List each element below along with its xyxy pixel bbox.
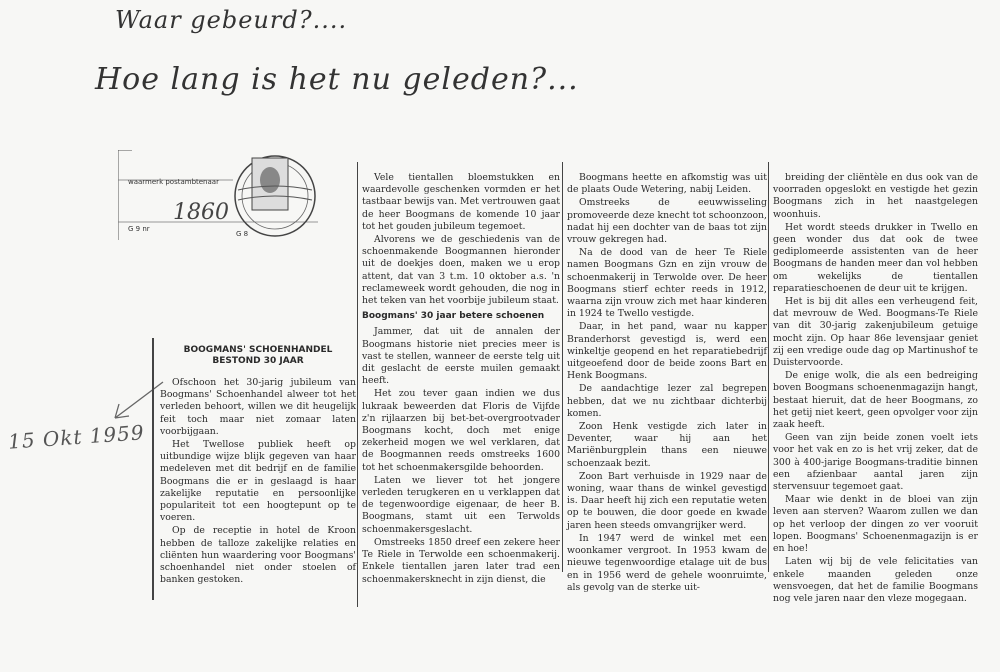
article-column-2 xyxy=(362,172,560,587)
paragraph: De aandachtige lezer zal begrepen hebben, dat we nu zichtbaar dichterbij komen. xyxy=(567,383,767,419)
paragraph: breiding der cliëntèle en dus ook van de voorraden opgeslokt en vestigde het gezin Boogmans zich in het naastgelegen woonhuis. xyxy=(773,172,978,220)
handwritten-date: 15 Okt 1959 xyxy=(7,420,146,454)
paragraph: Na de dood van de heer Te Riele namen Boogmans Gzn en zijn vrouw de schoenmakerij in Terwolde over. De heer Boogmans stierf echter reeds in 1912, waarna zijn vrouw zich met haar kinderen in 1924 te Twello vestigde. xyxy=(567,247,767,320)
handwritten-note-2: Hoe lang is het nu geleden?... xyxy=(95,62,579,97)
paragraph: Zoon Bart verhuisde in 1929 naar de woning, waar thans de winkel gevestigd is. Daar heeft hij zich een reputatie weten op te bouwen, die door goede en kwade jaren heen steeds omvangrijker werd. xyxy=(567,470,767,531)
paragraph: Daar, in het pand, waar nu kapper Branderhorst gevestigd is, werd een winkeltje geopend en het reparatiebedrijf uitgeoefend door de beide zoons Bart en Henk Boogmans. xyxy=(567,321,767,382)
paragraph: Vele tientallen bloemstukken en waardevolle geschenken vormden er het tastbaar bewijs van. Met vertrouwen gaat de heer Boogmans de komende 10 jaar tot het gouden jubileum tegemoet. xyxy=(362,172,560,232)
paragraph: Laten we liever tot het jongere verleden terugkeren en u verklappen dat de tegenwoordige eigenaar, de heer B. Boogmans, stamt uit een Terwolds schoenmakersgeslacht. xyxy=(362,474,560,535)
paragraph: Zoon Henk vestigde zich later in Deventer, waar hij aan het Mariënburgplein thans een nieuwe schoenzaak bezit. xyxy=(567,421,767,469)
paragraph: Het Twellose publiek heeft op uitbundige wijze blijk gegeven van haar medeleven met dit bedrijf en de familie Boogmans die er in geslaagd is haar zakelijke reputatie en persoonlijke populariteit tot een hoogtepunt op te voeren. xyxy=(160,439,356,524)
column-rule xyxy=(562,162,563,572)
postmark-box xyxy=(118,150,348,240)
postage-stamp-icon xyxy=(230,150,320,240)
column-rule xyxy=(357,162,358,607)
article-column-1 xyxy=(160,345,356,587)
column-rule xyxy=(768,162,769,572)
paragraph: Het is bij dit alles een verheugend feit, dat mevrouw de Wed. Boogmans-Te Riele van dit 30-jarig zakenjubileum getuige mocht zijn. Op haar 86e levensjaar geniet zij een vredige oude dag op Martinushof te Duistervoorde. xyxy=(773,296,978,369)
paragraph: In 1947 werd de winkel met een woonkamer vergroot. In 1953 kwam de nieuwe tegenwoordige etalage uit de bus en in 1956 werd de gehele woonruimte, als gevolg van de sterke uit- xyxy=(567,532,767,593)
article-headline: BOOGMANS' SCHOENHANDEL BESTOND 30 JAAR xyxy=(183,345,333,366)
postmark-g9: G 9 nr xyxy=(128,225,150,233)
postmark-g8: G 8 xyxy=(236,230,249,238)
article-column-4 xyxy=(773,172,978,606)
paragraph: Geen van zijn beide zonen voelt iets voor het vak en zo is het vrij zeker, dat de 300 à 400-jarige Boogmans-traditie binnen een afzienbaar aantal jaren zijn stervensuur tegemoet gaat. xyxy=(773,432,978,493)
paragraph: Omstreeks 1850 dreef een zekere heer Te Riele in Terwolde een schoenmakerij. Enkele tientallen jaren later trad een schoenmakersknecht in zijn dienst, die xyxy=(362,536,560,585)
article-subheading: Boogmans' 30 jaar betere schoenen xyxy=(362,311,545,322)
handwritten-note-1: Waar gebeurd?.... xyxy=(115,6,348,34)
paragraph: Op de receptie in hotel de Kroon hebben de talloze zakelijke relaties en cliënten hun waardering voor Boogmans' schoenhandel niet onder stoelen of banken gestoken. xyxy=(160,525,356,586)
paragraph: Het wordt steeds drukker in Twello en geen wonder dus dat ook de twee gediplomeerde assistenten van de heer Boogmans de handen meer dan vol hebben om wekelijks de tientallen reparatieschoenen de deur uit te krijgen. xyxy=(773,221,978,294)
paragraph: Laten wij bij de vele felicitaties van enkele maanden geleden onze wensvoegen, dat het de familie Boogmans nog vele jaren naar den vleze mogegaan. xyxy=(773,556,978,604)
postmark-label: waarmerk postambtenaar xyxy=(128,178,219,186)
paragraph: Omstreeks de eeuwwisseling promoveerde deze knecht tot schoonzoon, nadat hij een dochter van de baas tot zijn vrouw gekregen had. xyxy=(567,197,767,246)
paragraph: Jammer, dat uit de annalen der Boogmans historie niet precies meer is vast te stellen, wanneer de eerste telg uit dit geslacht de eerste muilen gemaakt heeft. xyxy=(362,326,560,387)
clipping-left-edge xyxy=(152,338,154,600)
paragraph: Boogmans heette en afkomstig was uit de plaats Oude Wetering, nabij Leiden. xyxy=(567,172,767,196)
handwritten-arrow-icon xyxy=(105,380,165,425)
paragraph: Ofschoon het 30-jarig jubileum van Boogmans' Schoenhandel alweer tot het verleden behoort, willen we dit heugelijk feit toch maar niet zomaar laten voorbijgaan. xyxy=(160,377,356,437)
paragraph: Maar wie denkt in de bloei van zijn leven aan sterven? Waarom zullen we dan op het verloop der dingen zo ver vooruit lopen. Boogmans' Schoenenmagazijn is er en hoe! xyxy=(773,494,978,555)
paragraph: Het zou tever gaan indien we dus lukraak beweerden dat Floris de Vijfde z'n rijlaarzen bij bet-bet-overgrootvader Boogmans kocht, doch met enige zekerheid mogen we wel verklaren, dat de Boogmannen reeds omstreeks 1600 tot het schoenmakersgilde behoorden. xyxy=(362,388,560,473)
paragraph: Alvorens we de geschiedenis van de schoenmakende Boogmannen hieronder uit de doekjes doen, maken we u erop attent, dat van 3 t.m. 10 oktober a.s. 'n reclameweek wordt gehouden, die nog in het teken van het voorbije jubileum staat. xyxy=(362,234,560,307)
paragraph: De enige wolk, die als een bedreiging boven Boogmans schoenenmagazijn hangt, bestaat hieruit, dat de heer Boogmans, zo het getij niet keert, geen opvolger voor zijn zaak heeft. xyxy=(773,370,978,431)
postmark-number: 1860 xyxy=(173,200,229,225)
article-column-3 xyxy=(567,172,767,595)
